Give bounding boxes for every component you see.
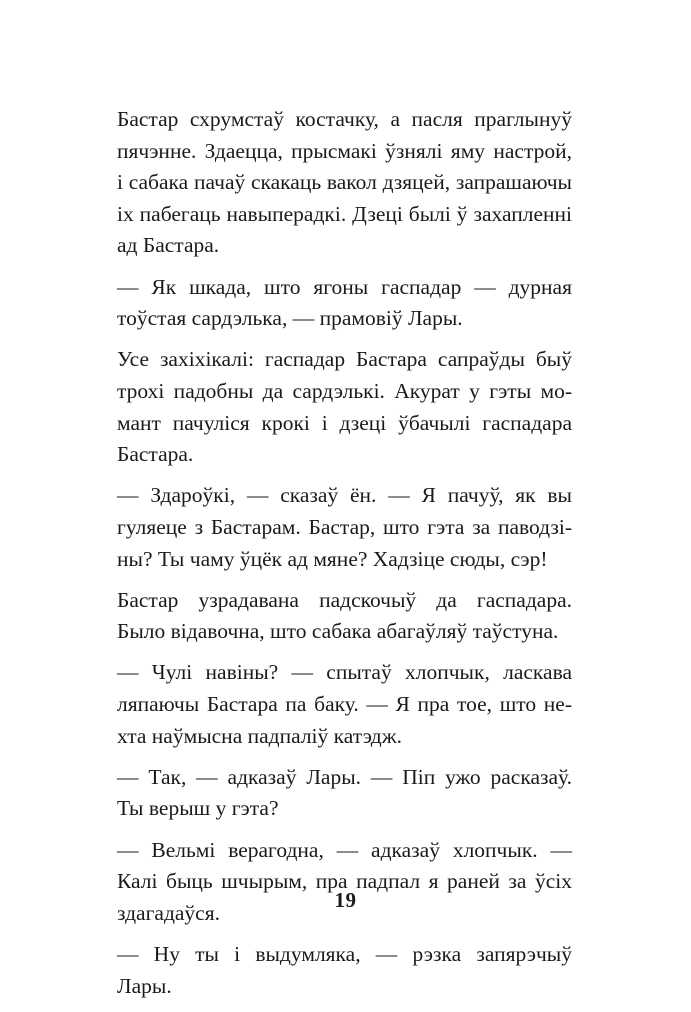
text-line: — Ну ты і выдумляка, — рэзка запярэчыў [117, 942, 572, 966]
text-line: — Чулі навіны? — спытаў хлопчык, ласкава [117, 660, 572, 685]
text-line: — Здароўкі, — сказаў ён. — Я пачуў, як вы [117, 483, 572, 508]
paragraph-6 [117, 657, 572, 752]
text-line: Калі быць шчырым, пра падпал я раней за ўсіх [117, 869, 572, 894]
paragraph-8 [117, 835, 572, 930]
text-line: Ты верыш у гэта? [117, 796, 279, 821]
text-line: пячэнне. Здаецца, прысмакі ўзнялі яму настрой, [117, 138, 572, 163]
paragraph-2 [117, 272, 572, 335]
text-line: Бастар узрадавана падскочыў да гаспадара. [117, 587, 572, 612]
text-line: тоўстая сардэлька, — прамовіў Лары. [117, 306, 463, 331]
paragraph-7 [117, 762, 572, 825]
text-line: хта наўмысна падпаліў катэдж. [117, 723, 402, 748]
text-line: Было відавочна, што сабака абагаўляў таўстуна. [117, 619, 559, 644]
text-line: Бастар схрумстаў костачку, а пасля праглынуў [117, 107, 572, 131]
text-line: іх пабегаць навыперадкі. Дзеці былі ў захапленні [117, 201, 572, 226]
text-line: Лары. [117, 973, 172, 998]
page-number: 19 [334, 888, 357, 912]
text-line: здагадаўся. [117, 900, 220, 925]
text-line: ны? Ты чаму ўцёк ад мяне? Хадзіце сюды, сэр! [117, 546, 548, 571]
text-line: ляпаючы Бастара па баку. — Я пра тое, што не- [117, 692, 572, 717]
text-line: і сабака пачаў скакаць вакол дзяцей, запрашаючы [117, 170, 572, 195]
text-line: мант пачуліся крокі і дзеці ўбачылі гаспадара [117, 410, 572, 435]
paragraph-5 [117, 585, 572, 648]
text-line: Бастара. [117, 442, 194, 467]
text-line: трохі падобны да сардэлькі. Акурат у гэты мо- [117, 378, 572, 403]
text-line: — Як шкада, што ягоны гаспадар — дурная [117, 274, 572, 299]
text-line: — Вельмі верагодна, — адказаў хлопчык. — [117, 837, 572, 862]
text-line: гуляеце з Бастарам. Бастар, што гэта за паводзі- [117, 514, 572, 539]
text-line: Усе захіхікалі: гаспадар Бастара сапраўды быў [117, 347, 572, 372]
page-body [117, 104, 572, 1012]
paragraph-1 [117, 104, 572, 262]
paragraph-9 [117, 939, 572, 1002]
paragraph-4 [117, 480, 572, 575]
text-line: ад Бастара. [117, 233, 220, 258]
text-line: — Так, — адказаў Лары. — Піп ужо расказаў. [117, 764, 572, 789]
paragraph-3 [117, 344, 572, 470]
